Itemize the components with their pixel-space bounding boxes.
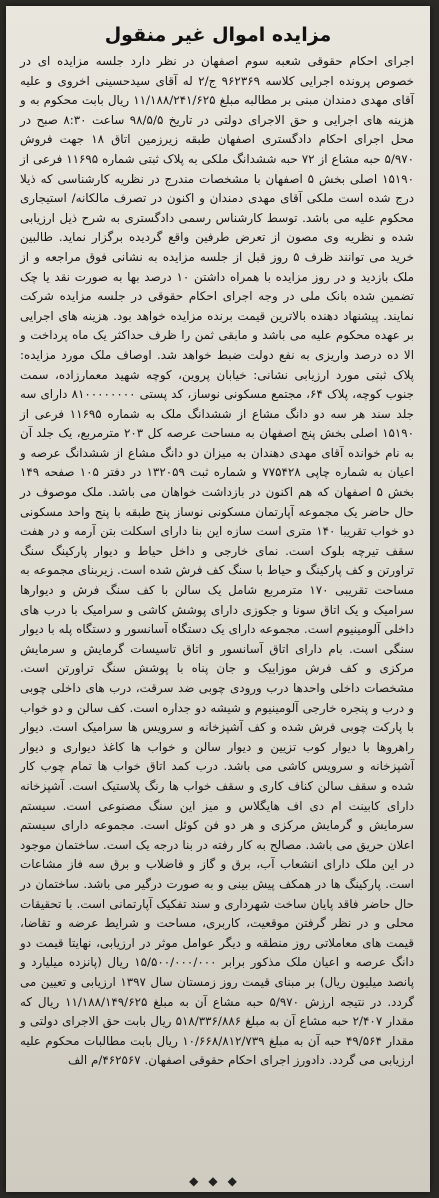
notice-body: اجرای احکام حقوقی شعبه سوم اصفهان در نظر دارد جلسه مزایده ای در خصوص پرونده اجرایی کلاسه ۹۶۲۳۶۹ ج/۲ له آقای سیدحسینی اخروی و علیه آقای مهدی دمندان مبنی بر مطالبه مبلغ ۱۱/۱۸۸/۲۴۱/۶۲۵ ریال بابت محکوم به و هزینه های اجرایی و حق الاجرای دولتی در تاریخ ۹۸/۵/۵ ساعت ۸:۳۰ صبح در محل اجرای احکام دادگستری اصفهان طبقه زیرزمین اتاق ۱۸ جهت فروش ۵/۹۷۰ حبه مشاع از ۷۲ حبه ششدانگ ملکی به پلاک ثبتی شماره ۱۱۶۹۵ فرعی از ۱۵۱۹۰ اصلی بخش ۵ اصفهان با مشخصات مندرج در نظریه کارشناسی که ذیلا درج شده است ملکی آقای مهدی دمندان و اکنون در تصرف مالکانه/ استیجاری محکوم علیه می باشد. توسط کارشناس رسمی دادگستری به شرح ذیل ارزیابی شده و نظریه وی مصون از تعرض طرفین واقع گردیده برگزار نماید. طالبین خرید می توانند ظرف ۵ روز قبل از جلسه مزایده به نشانی فوق مراجعه و از ملک بازدید و در روز مزایده با همراه داشتن ۱۰ درصد بها به صورت نقد یا چک تضمین شده بانک ملی در وجه اجرای احکام حقوقی در جلسه مزایده شرکت نمایند. پیشنهاد دهنده بالاترین قیمت برنده مزایده خواهد بود. هزینه های اجرایی بر عهده محکوم علیه می باشد و مابقی ثمن را ظرف حداکثر یک ماه پرداخت و الا ده درصد واریزی به نفع دولت ضبط خواهد شد. اوصاف ملک مورد مزایده: پلاک ثبتی مورد ارزیابی نشانی: خیابان پروین، کوچه شهید معمارزاده، سمت جنوب کوچه، پلاک ۶۴، مجتمع مسکونی نوساز، کد پستی ۸۱۰۰۰۰۰۰۰۰ دارای سه جلد سند هر سه دو دانگ مشاع از ششدانگ ملک به شماره ۱۱۶۹۵ فرعی از ۱۵۱۹۰ اصلی بخش پنج اصفهان به مساحت عرصه کل ۲۰۳ مترمربع، یک جلد آن به نام خوانده آقای مهدی دهندان به میزان دو دانگ مشاع از ششدانگ عرصه و اعیان به شماره چاپی ۷۷۵۴۲۸ و شماره ثبت ۱۳۲۰۵۹ در دفتر ۱۰۵ صفحه ۱۴۹ بخش ۵ اصفهان که هم اکنون در بازداشت خواهان می باشد. ملک موصوف در حال حاضر یک مجموعه آپارتمان مسکونی نوساز پنج طبقه با پنج واحد مسکونی دو خواب تقریبا ۱۴۰ متری است سازه این بنا دارای اسکلت بتن آرمه و در هفت سقف تیرچه بلوک است. نمای خارجی و داخل حیاط و دیوار پارکینگ سنگ تراورتن و کف پارکینگ و حیاط با سنگ کف فرش شده است. زیربنای مجموعه به مساحت تقریبی ۱۷۰ مترمربع شامل یک سالن با کف سنگ فرش و دیوارها سرامیک و یک اتاق سونا و جکوزی دارای پوشش کاشی و سرامیک با درب های داخلی آلومینیوم است. مجموعه دارای یک دستگاه آسانسور و دستگاه پله با دیوار سنگی است. بام دارای اتاق آسانسور و اتاق تاسیسات گرمایش و سرمایش مرکزی و کف فرش موزاییک و جان پناه با پوشش سنگ تراورتن است. مشخصات داخلی واحدها درب ورودی چوبی ضد سرقت، درب های داخلی چوبی و درب و پنجره خارجی آلومینیوم و شیشه دو جداره است. کف سالن و دو خواب با پارکت چوبی فرش شده و کف آشپزخانه و سرویس ها سرامیک است. دیوار راهروها با دیوار کوب تزیین و دیوار سالن و خواب ها کاغذ دیواری و دیوار آشپزخانه و سرویس کاشی می باشد. درب کمد اتاق خواب ها تمام چوب کار شده و سقف سالن کناف کاری و سقف خواب ها رنگ پلاستیک است. آشپزخانه دارای کابینت ام دی اف هایگلاس و میز این سنگ مصنوعی است. سیستم سرمایش و گرمایش مرکزی و هر دو فن کوئل است. مجموعه دارای سیستم اعلان حریق می باشد. مصالح به کار رفته در بنا درجه یک است. ساختمان موجود در این ملک دارای انشعاب آب، برق و گاز و فاضلاب و برق سه فاز مشاعات است. پارکینگ ها در همکف پیش بینی و به صورت درگیر می باشد. ساختمان در حال حاضر فاقد پایان ساخت شهرداری و سند تفکیک آپارتمانی است. با تحقیقات محلی و در نظر گرفتن موقعیت، کاربری، مساحت و شرایط عرضه و تقاضا، قیمت های معاملاتی روز منطقه و دیگر عوامل موثر در ارزیابی، نهایتا قیمت دو دانگ عرصه و اعیان ملک مذکور برابر ۱۵/۵۰۰/۰۰۰/۰۰۰ ریال (پانزده میلیارد و پانصد میلیون ریال) بر مبنای قیمت روز زمستان سال ۱۳۹۷ ارزیابی و تعیین می گردد. در نتیجه ارزش ۵/۹۷۰ حبه مشاع آن به مبلغ ۱۱/۱۸۸/۱۴۹/۶۲۵ ریال که مقدار ۲/۴۰۷ حبه مشاع آن به مبلغ ۵۱۸/۳۳۶/۸۸۶ ریال بابت حق الاجرای دولتی و مقدار ۴۹/۵۶۴ حبه آن به مبلغ ۱۰/۶۶۸/۸۱۲/۷۳۹ ریال بابت مطالبات محکوم علیه ارزیابی می گردد. دادورز اجرای احکام حقوقی اصفهان. ۴۶۲۵۶۷/م الف	[20, 54, 415, 1068]
bottom-ornament-icon: ◆◆◆	[189, 1174, 247, 1188]
newspaper-clipping	[6, 6, 430, 1192]
notice-title: مزایده اموال غیر منقول	[104, 24, 332, 46]
